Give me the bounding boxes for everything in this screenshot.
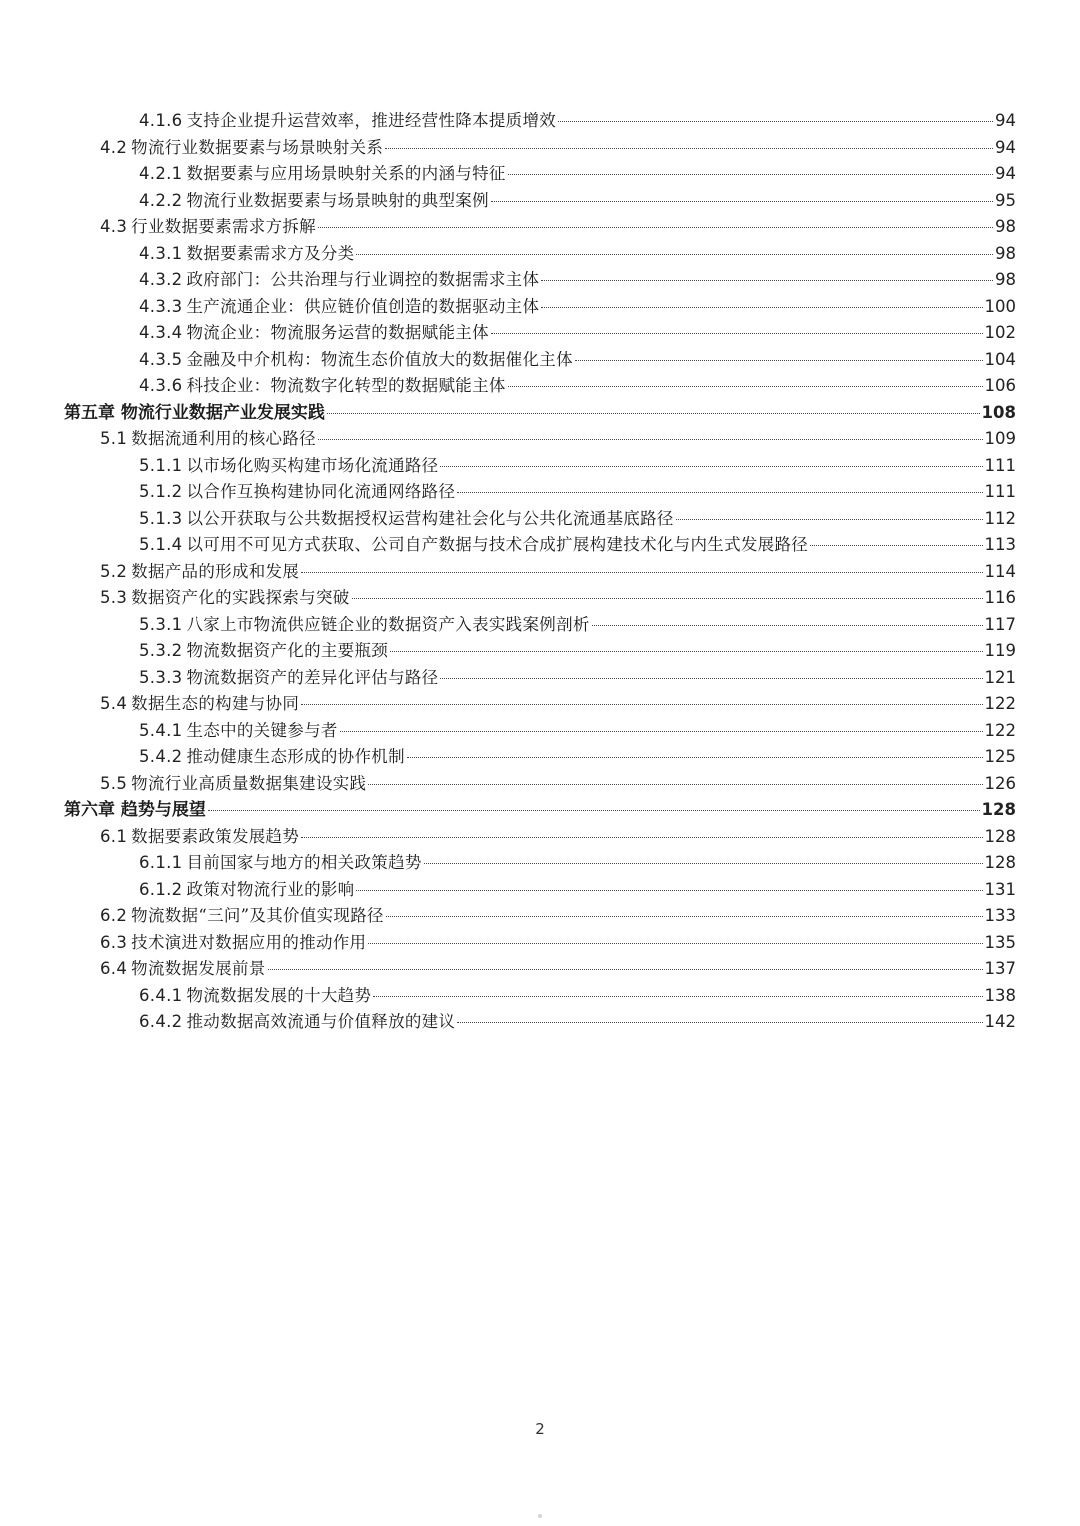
toc-dot-leader: [318, 439, 983, 440]
toc-entry[interactable]: [0, 479, 1080, 506]
toc-dot-leader: [457, 492, 982, 493]
toc-dot-leader: [491, 333, 983, 334]
toc-entry-title: 政策对物流行业的影响: [186, 879, 355, 899]
toc-dot-leader: [592, 625, 983, 626]
toc-entry-number: 5.5: [100, 773, 128, 793]
toc-entry-page: 138: [984, 985, 1016, 1005]
toc-entry-title: 物流数据“三问”及其价值实现路径: [131, 906, 384, 925]
toc-entry-title: 数据产品的形成和发展: [131, 561, 300, 581]
toc-entry[interactable]: [0, 426, 1080, 453]
toc-entry[interactable]: [0, 559, 1080, 586]
toc-entry-title: 第六章 趋势与展望: [64, 800, 206, 820]
toc-entry-title: 技术演进对数据应用的推动作用: [131, 932, 367, 952]
toc-dot-leader: [676, 519, 983, 520]
toc-entry-number: 6.1.1: [139, 853, 183, 872]
toc-dot-leader: [352, 598, 983, 599]
toc-entry-title: 数据资产化的实践探索与突破: [131, 588, 350, 607]
toc-dot-leader: [440, 466, 982, 467]
toc-entry[interactable]: [0, 1009, 1080, 1036]
toc-entry[interactable]: [0, 771, 1080, 798]
toc-entry[interactable]: [0, 824, 1080, 851]
toc-entry[interactable]: [0, 241, 1080, 268]
toc-entry-number: 6.1: [100, 826, 128, 846]
toc-entry-page: 128: [984, 826, 1016, 846]
toc-entry-page: 94: [995, 164, 1016, 183]
toc-entry-page: 109: [984, 429, 1016, 448]
toc-entry-title: 物流数据资产化的主要瓶颈: [186, 641, 389, 660]
toc-entry-number: 4.3.3: [139, 296, 183, 316]
toc-dot-leader: [424, 863, 983, 864]
toc-entry[interactable]: [0, 956, 1080, 983]
toc-entry-page: 98: [995, 217, 1016, 236]
toc-entry-number: 5.1.3: [139, 508, 183, 528]
toc-entry-page: 113: [984, 535, 1016, 554]
toc-entry[interactable]: [0, 188, 1080, 215]
decorative-dot: [538, 1514, 542, 1518]
toc-chapter-entry[interactable]: [0, 797, 1080, 824]
toc-entry-page: 95: [995, 190, 1016, 210]
toc-entry[interactable]: [0, 665, 1080, 692]
toc-entry-title: 生产流通企业：供应链价值创造的数据驱动主体: [186, 296, 540, 316]
toc-dot-leader: [575, 360, 983, 361]
toc-entry-number: 4.3.4: [139, 323, 183, 342]
toc-entry-page: 116: [984, 588, 1016, 607]
toc-entry-number: 6.2: [100, 906, 128, 925]
toc-entry-page: 125: [984, 747, 1016, 766]
toc-entry[interactable]: [0, 532, 1080, 559]
toc-entry-title: 支持企业提升运营效率，推进经营性降本提质增效: [186, 111, 557, 130]
toc-dot-leader: [390, 651, 982, 652]
toc-entry[interactable]: [0, 108, 1080, 135]
toc-entry-title: 数据要素需求方及分类: [186, 243, 355, 263]
toc-entry-page: 121: [984, 667, 1016, 687]
toc-dot-leader: [541, 307, 982, 308]
toc-dot-leader: [373, 996, 982, 997]
toc-dot-leader: [491, 201, 993, 202]
toc-chapter-entry[interactable]: [0, 400, 1080, 427]
toc-dot-leader: [386, 916, 983, 917]
toc-dot-leader: [385, 148, 993, 149]
toc-entry-page: 98: [995, 270, 1016, 289]
toc-entry-page: 104: [984, 349, 1016, 369]
toc-entry[interactable]: [0, 506, 1080, 533]
toc-entry-page: 131: [984, 879, 1016, 899]
page-number: 2: [535, 1420, 545, 1438]
toc-entry-page: 111: [984, 455, 1016, 475]
toc-entry-title: 行业数据要素需求方拆解: [131, 217, 316, 236]
toc-dot-leader: [368, 784, 982, 785]
toc-entry-title: 数据要素政策发展趋势: [131, 826, 300, 846]
toc-entry-page: 126: [984, 773, 1016, 793]
toc-entry-number: 5.3.1: [139, 614, 183, 634]
toc-entry[interactable]: [0, 691, 1080, 718]
toc-entry[interactable]: [0, 347, 1080, 374]
toc-entry-number: 5.4.1: [139, 720, 183, 740]
toc-entry-page: 128: [984, 853, 1016, 872]
toc-entry-title: 以合作互换构建协同化流通网络路径: [186, 482, 456, 501]
toc-entry[interactable]: [0, 320, 1080, 347]
toc-entry[interactable]: [0, 135, 1080, 162]
toc-entry-number: 5.3: [100, 588, 128, 607]
toc-dot-leader: [368, 943, 982, 944]
toc-entry-number: 5.4: [100, 694, 128, 713]
toc-entry-title: 推动健康生态形成的协作机制: [186, 747, 405, 766]
toc-entry-number: 4.3: [100, 217, 128, 236]
toc-entry-title: 物流行业数据要素与场景映射的典型案例: [186, 190, 489, 210]
toc-entry-number: 5.2: [100, 561, 128, 581]
toc-entry-number: 5.3.3: [139, 667, 183, 687]
toc-entry-number: 4.1.6: [139, 111, 183, 130]
toc-entry[interactable]: [0, 744, 1080, 771]
toc-entry-page: 111: [984, 482, 1016, 501]
toc-entry-title: 物流企业：物流服务运营的数据赋能主体: [186, 323, 489, 342]
toc-entry-number: 4.2.2: [139, 190, 183, 210]
toc-entry-page: 94: [995, 111, 1016, 130]
toc-entry[interactable]: [0, 903, 1080, 930]
toc-entry[interactable]: [0, 294, 1080, 321]
toc-entry-number: 5.1.2: [139, 482, 183, 501]
toc-entry[interactable]: [0, 585, 1080, 612]
toc-entry[interactable]: [0, 638, 1080, 665]
toc-entry-title: 数据要素与应用场景映射关系的内涵与特征: [186, 164, 506, 183]
toc-entry-title: 科技企业：物流数字化转型的数据赋能主体: [186, 376, 506, 395]
toc-entry-title: 物流行业高质量数据集建设实践: [131, 773, 367, 793]
toc-entry-number: 4.3.6: [139, 376, 183, 395]
toc-entry-number: 6.1.2: [139, 879, 183, 899]
toc-entry[interactable]: [0, 718, 1080, 745]
toc-entry-number: 4.3.1: [139, 243, 183, 263]
toc-entry-number: 6.4: [100, 959, 128, 978]
toc-entry-number: 6.4.2: [139, 1012, 183, 1031]
toc-entry-title: 以可用不可见方式获取、公司自产数据与技术合成扩展构建技术化与内生式发展路径: [186, 535, 809, 554]
toc-entry[interactable]: [0, 453, 1080, 480]
toc-entry-title: 物流数据发展的十大趋势: [186, 985, 372, 1005]
toc-dot-leader: [208, 810, 980, 811]
toc-dot-leader: [440, 678, 982, 679]
toc-dot-leader: [301, 572, 982, 573]
toc-dot-leader: [407, 757, 983, 758]
toc-entry-page: 117: [984, 614, 1016, 634]
toc-entry-page: 102: [984, 323, 1016, 342]
table-of-contents: [0, 108, 1080, 1036]
toc-dot-leader: [340, 731, 983, 732]
toc-entry[interactable]: [0, 983, 1080, 1010]
toc-entry-title: 生态中的关键参与者: [186, 720, 338, 740]
toc-entry[interactable]: [0, 373, 1080, 400]
toc-entry-number: 5.3.2: [139, 641, 183, 660]
toc-entry-number: 5.1.4: [139, 535, 183, 554]
toc-entry-number: 4.3.2: [139, 270, 183, 289]
toc-dot-leader: [508, 174, 993, 175]
toc-entry-number: 5.1.1: [139, 455, 183, 475]
toc-entry-title: 以市场化购买构建市场化流通路径: [186, 455, 439, 475]
toc-entry-title: 以公开获取与公共数据授权运营构建社会化与公共化流通基底路径: [186, 508, 674, 528]
toc-entry-page: 137: [984, 959, 1016, 978]
toc-entry-page: 106: [984, 376, 1016, 395]
toc-entry[interactable]: [0, 850, 1080, 877]
toc-entry-number: 4.3.5: [139, 349, 183, 369]
toc-entry-page: 94: [995, 137, 1016, 157]
toc-entry[interactable]: [0, 877, 1080, 904]
toc-entry-number: 6.3: [100, 932, 128, 952]
toc-entry-page: 119: [984, 641, 1016, 660]
toc-dot-leader: [318, 227, 993, 228]
toc-entry-number: 5.1: [100, 429, 128, 448]
toc-dot-leader: [558, 121, 993, 122]
toc-dot-leader: [541, 280, 993, 281]
toc-entry[interactable]: [0, 214, 1080, 241]
toc-entry-title: 物流行业数据要素与场景映射关系: [131, 137, 384, 157]
toc-entry-title: 第五章 物流行业数据产业发展实践: [64, 402, 325, 423]
toc-entry-number: 4.2: [100, 137, 128, 157]
toc-entry-title: 政府部门：公共治理与行业调控的数据需求主体: [186, 270, 540, 289]
toc-dot-leader: [301, 837, 982, 838]
toc-entry[interactable]: [0, 161, 1080, 188]
toc-entry-page: 108: [981, 402, 1016, 422]
toc-dot-leader: [327, 413, 980, 414]
toc-dot-leader: [301, 704, 982, 705]
toc-entry-page: 142: [984, 1012, 1016, 1031]
toc-entry-title: 数据流通利用的核心路径: [131, 429, 316, 448]
toc-entry[interactable]: [0, 930, 1080, 957]
toc-entry[interactable]: [0, 612, 1080, 639]
toc-entry-title: 物流数据发展前景: [131, 959, 266, 978]
toc-entry-title: 数据生态的构建与协同: [131, 694, 300, 713]
toc-dot-leader: [810, 545, 982, 546]
toc-entry[interactable]: [0, 267, 1080, 294]
toc-dot-leader: [457, 1022, 982, 1023]
toc-dot-leader: [268, 969, 983, 970]
toc-entry-page: 114: [984, 561, 1016, 581]
toc-entry-page: 112: [984, 508, 1016, 528]
toc-entry-page: 128: [981, 800, 1016, 819]
toc-dot-leader: [356, 890, 982, 891]
toc-dot-leader: [356, 254, 993, 255]
toc-entry-page: 100: [984, 296, 1016, 316]
toc-entry-title: 八家上市物流供应链企业的数据资产入表实践案例剖析: [186, 614, 590, 634]
toc-entry-title: 金融及中介机构：物流生态价值放大的数据催化主体: [186, 349, 573, 369]
toc-entry-number: 6.4.1: [139, 985, 183, 1005]
toc-entry-page: 133: [984, 906, 1016, 925]
toc-entry-page: 122: [984, 720, 1016, 740]
toc-entry-page: 122: [984, 694, 1016, 713]
toc-entry-number: 4.2.1: [139, 164, 183, 183]
toc-entry-page: 98: [995, 243, 1016, 263]
toc-entry-page: 135: [984, 932, 1016, 952]
toc-entry-title: 物流数据资产的差异化评估与路径: [186, 667, 439, 687]
toc-dot-leader: [508, 386, 983, 387]
toc-entry-title: 推动数据高效流通与价值释放的建议: [186, 1012, 456, 1031]
toc-entry-title: 目前国家与地方的相关政策趋势: [186, 853, 422, 872]
toc-entry-number: 5.4.2: [139, 747, 183, 766]
